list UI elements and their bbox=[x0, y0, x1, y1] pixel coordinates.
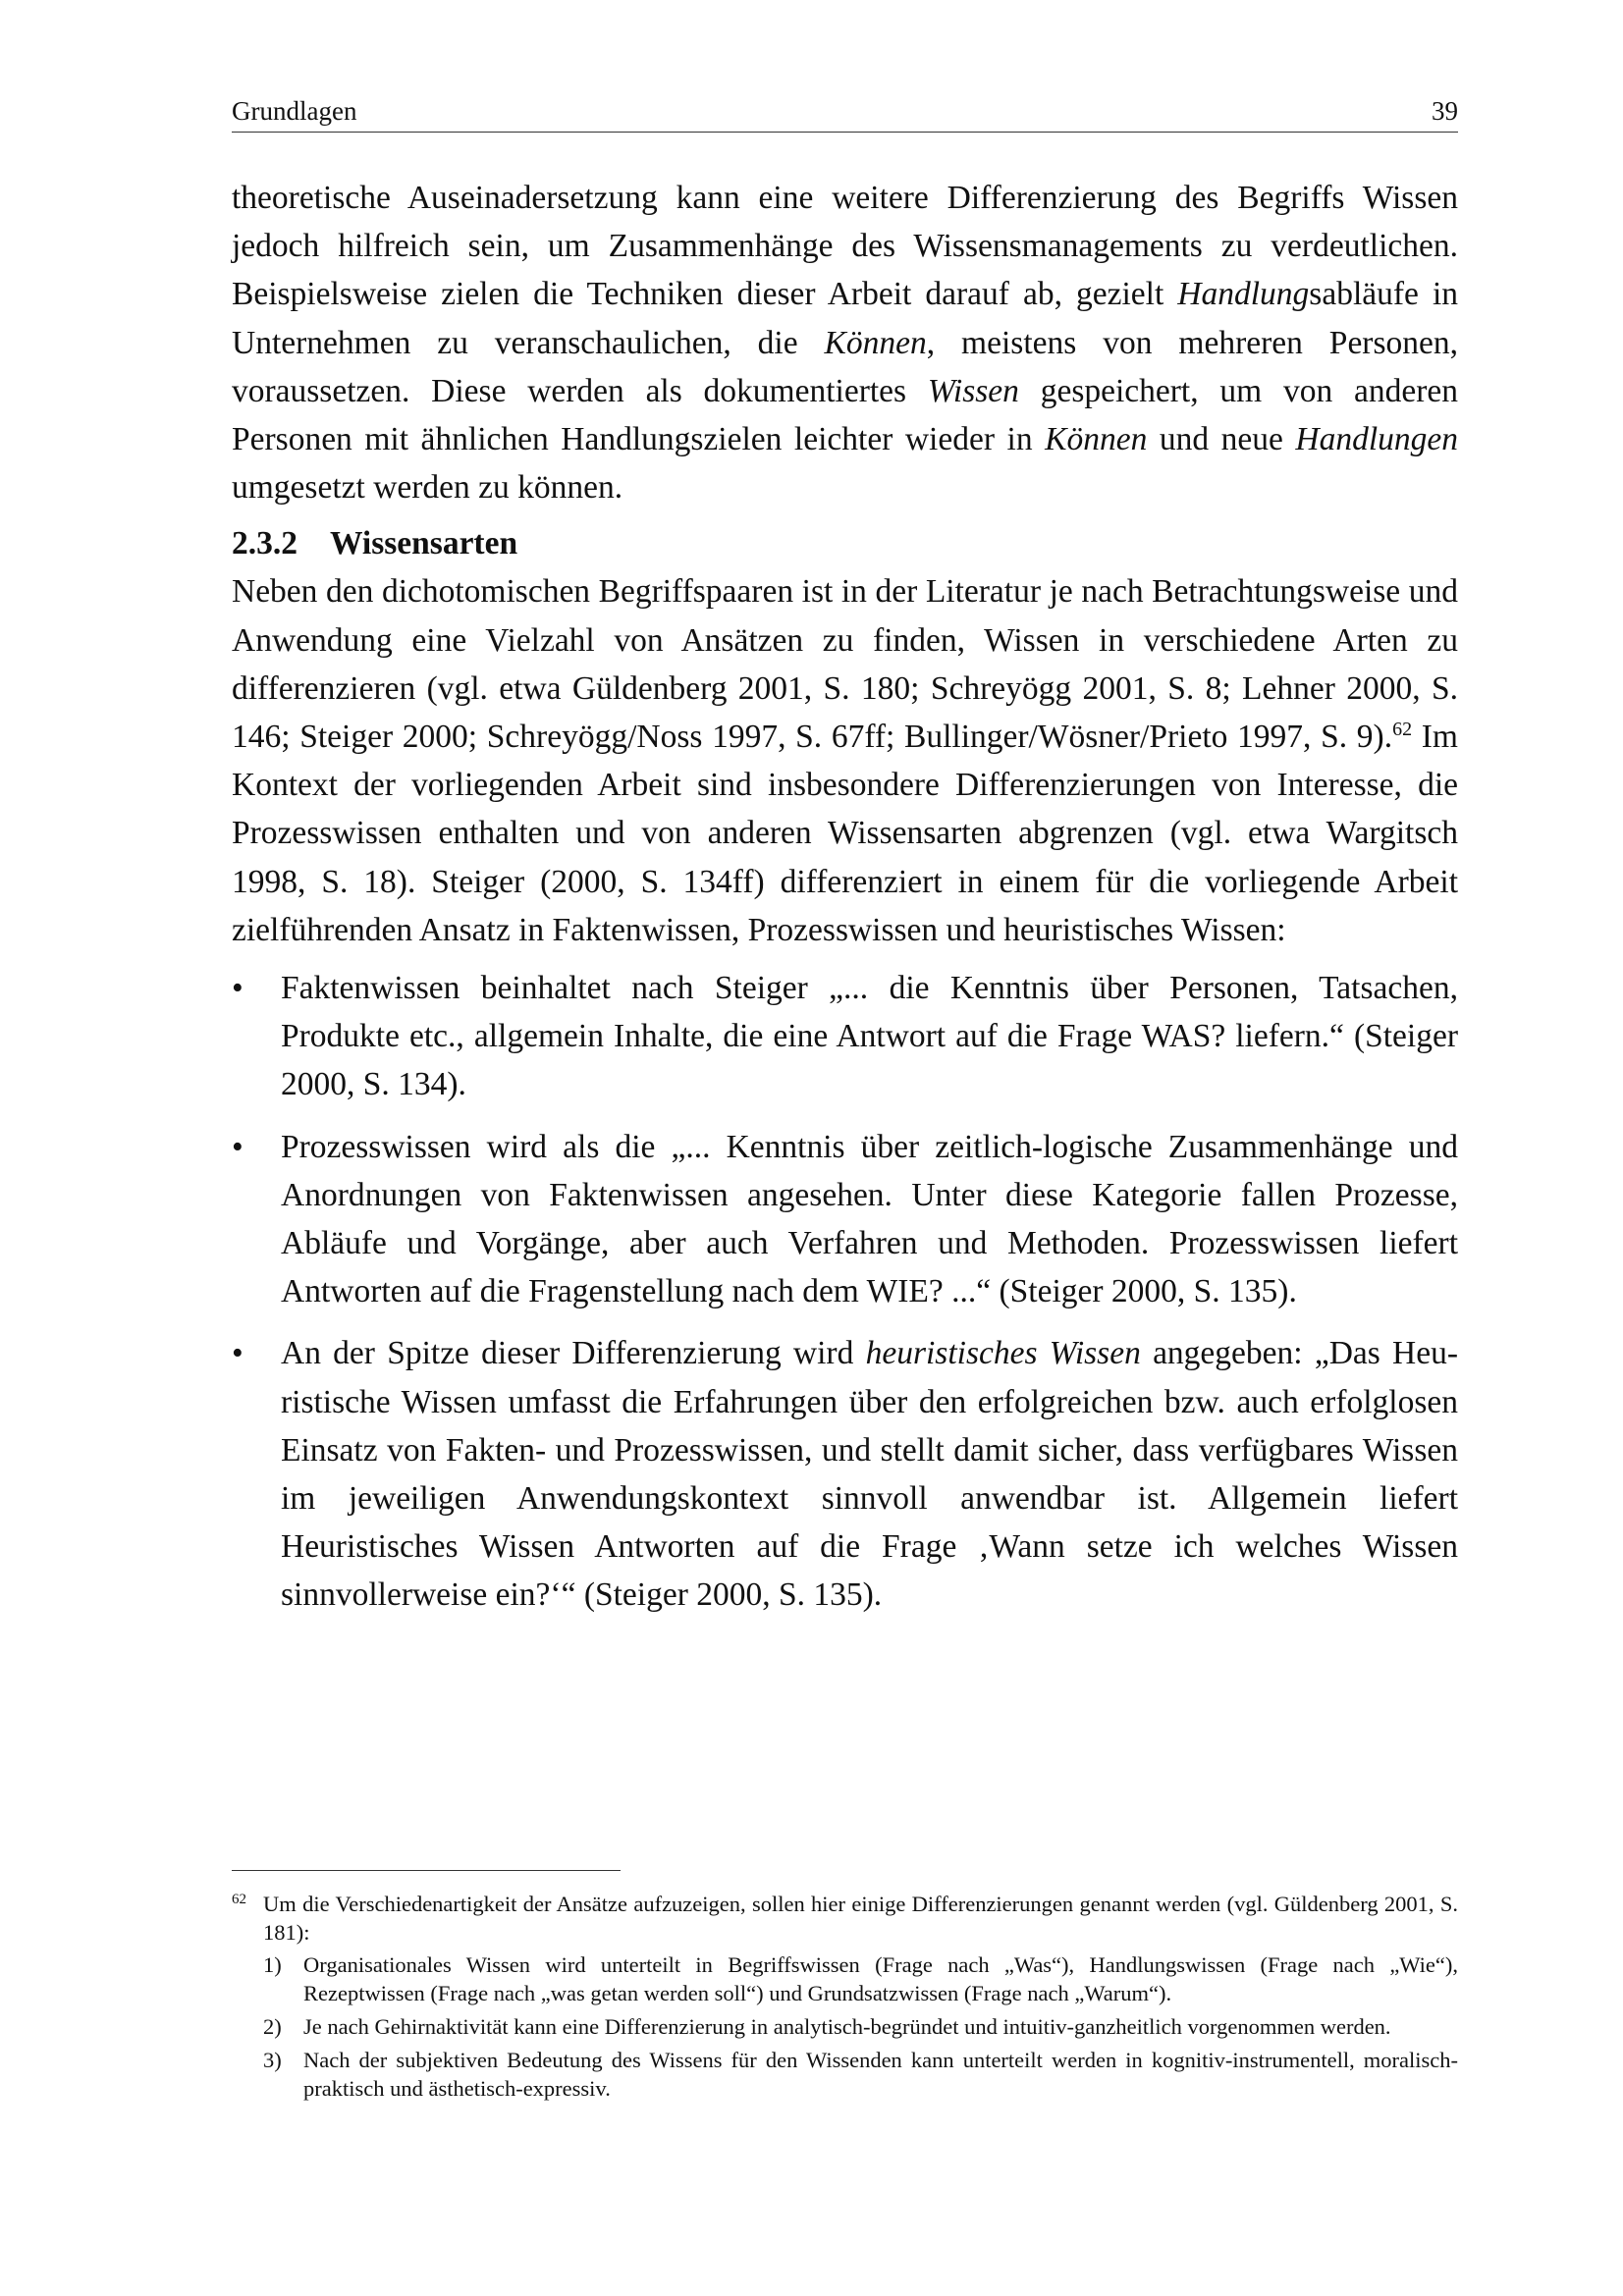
page-number: 39 bbox=[1432, 96, 1458, 126]
footnote-item-number: 2) bbox=[263, 2014, 282, 2039]
text-run: gespeichert, um von anderen Personen mit ähnlichen Handlungszielen leichter wieder in bbox=[232, 372, 1458, 458]
list-item-text bbox=[281, 1129, 1458, 1310]
section-number: 2.3.2 bbox=[232, 525, 298, 562]
emphasized-text: heuristisches Wissen bbox=[865, 1335, 1141, 1372]
text-run: umgesetzt werden zu können. bbox=[232, 469, 623, 507]
footnote-item bbox=[263, 1950, 1458, 2007]
text-run: Im Kontext der vorliegenden Arbeit sind insbesondere Differenzierungen von Interesse, die Prozesswissen enthalten und von anderen Wissensarten abgrenzen (vgl. etwa Wargitsch 1998, S. 18). Steiger (2000, S. 134ff) differenziert in einem für die vorliegende Arbeit zielführenden Ansatz in Faktenwissen, Prozesswissen und heuristisches Wissen: bbox=[232, 719, 1458, 948]
footnote-main bbox=[232, 1890, 1458, 1947]
emphasized-text: Wissen bbox=[927, 372, 1019, 409]
footnote bbox=[232, 1890, 1458, 2108]
footnote-item-text: Organisationales Wissen wird unterteilt in Begriffswissen (Frage nach „Was“), Handlungswissen (Frage nach „Wie“), Rezeptwissen (Frage nach „was getan werden soll“) und Grundsatzwissen (Frage nach „Warum“). bbox=[303, 1952, 1458, 2005]
text-run: theoretische Auseinadersetzung kann eine weitere Differenzierung des Begriffs Wissen jedoch hilfreich sein, um Zusammenhänge des Wissensmanagements zu verdeutlichen. Beispielsweise zielen die Techniken dieser Arbeit darauf ab, gezielt bbox=[232, 180, 1458, 313]
footnote-item-number: 1) bbox=[263, 1952, 282, 1977]
intro-paragraph bbox=[232, 174, 1458, 511]
footnote-number: 62 bbox=[232, 1892, 246, 1907]
section-title: Wissensarten bbox=[330, 525, 518, 562]
text-run: sabläufe in Unternehmen zu veranschaulichen, die bbox=[232, 276, 1458, 361]
emphasized-text: Können bbox=[824, 324, 927, 361]
emphasized-text: Handlungen bbox=[1295, 421, 1458, 458]
bullet-list bbox=[232, 964, 1458, 1620]
header-section-title: Grundlagen bbox=[232, 96, 357, 126]
list-item bbox=[232, 1123, 1458, 1316]
text-run: angegeben: „Das Heuristische Wissen umfasst die Erfahrungen über den erfolgreichen bzw. auch erfolglosen Einsatz von Fakten- und Prozesswissen, und stellt damit sicher, dass verfügbares Wissen im jeweiligen Anwendungskontext sinnvoll anwendbar ist. Allgemein liefert Heuristisches Wissen Antworten auf die Frage ‚Wann setze ich welches Wissen sinnvollerweise ein?‘“ (Steiger 2000, S. 135). bbox=[281, 1335, 1459, 1614]
footnote-item-text: Je nach Gehirnaktivität kann eine Differenzierung in analytisch-begründet und intuitiv-ganzheitlich vorgenommen werden. bbox=[303, 2014, 1391, 2039]
text-run: An der Spitze dieser Differenzierung wird bbox=[281, 1335, 866, 1372]
footnote-text: Um die Verschiedenartigkeit der Ansätze aufzuzeigen, sollen hier einige Differenzierungen genannt werden (vgl. Güldenberg 2001, S. 181): bbox=[263, 1892, 1458, 1945]
list-item bbox=[232, 964, 1458, 1109]
list-item-text bbox=[281, 970, 1458, 1102]
emphasized-text: Handlung bbox=[1177, 276, 1310, 313]
text-run: Faktenwissen beinhaltet nach Steiger „... die Kenntnis über Personen, Tatsachen, Produkte etc., allgemein Inhalte, die eine Antwort auf die Frage WAS? liefern.“ (Steiger 2000, S. 134). bbox=[281, 970, 1458, 1103]
text-run: , meistens von mehreren Personen, voraussetzen. Diese werden als dokumentiertes bbox=[232, 324, 1458, 409]
page-content bbox=[232, 96, 1458, 1633]
list-item-text bbox=[281, 1335, 1458, 1613]
footnote-reference: 62 bbox=[1392, 718, 1413, 740]
section-heading bbox=[232, 519, 1458, 567]
text-run: Prozesswissen wird als die „... Kenntnis über zeitlich-logische Zusammenhänge und Anordnungen von Faktenwissen angesehen. Unter diese Kategorie fallen Prozesse, Abläufe und Vorgänge, aber auch Verfahren und Methoden. Prozesswissen liefert Antworten auf die Fragenstellung nach dem WIE? ...“ (Steiger 2000, S. 135). bbox=[281, 1128, 1458, 1310]
bullet-marker: • bbox=[232, 1128, 243, 1165]
bullet-marker: • bbox=[232, 1335, 243, 1372]
text-run: und neue bbox=[1147, 421, 1296, 458]
footnote-list bbox=[263, 1950, 1458, 2103]
section-paragraph bbox=[232, 567, 1458, 954]
emphasized-text: Können bbox=[1045, 421, 1148, 458]
footnote-item bbox=[263, 2046, 1458, 2103]
footnote-item-number: 3) bbox=[263, 2048, 282, 2072]
footnote-item bbox=[263, 2012, 1458, 2041]
footnote-separator bbox=[232, 1870, 621, 1871]
list-item bbox=[232, 1329, 1458, 1619]
running-header bbox=[232, 96, 1458, 133]
bullet-marker: • bbox=[232, 970, 243, 1007]
text-run: Neben den dichotomischen Begriffspaaren ist in der Literatur je nach Betrachtungsweise und Anwendung eine Vielzahl von Ansätzen zu finden, Wissen in verschiedene Arten zu differenzieren (vgl. etwa Güldenberg 2001, S. 180; Schreyögg 2001, S. 8; Lehner 2000, S. 146; Steiger 2000; Schreyögg/Noss 1997, S. 67ff; Bullinger/Wösner/Prieto 1997, S. 9). bbox=[232, 573, 1458, 756]
footnote-item-text: Nach der subjektiven Bedeutung des Wissens für den Wissenden kann unterteilt werden in kognitiv-instrumentell, moralisch-praktisch und ästhetisch-expressiv. bbox=[303, 2048, 1458, 2101]
